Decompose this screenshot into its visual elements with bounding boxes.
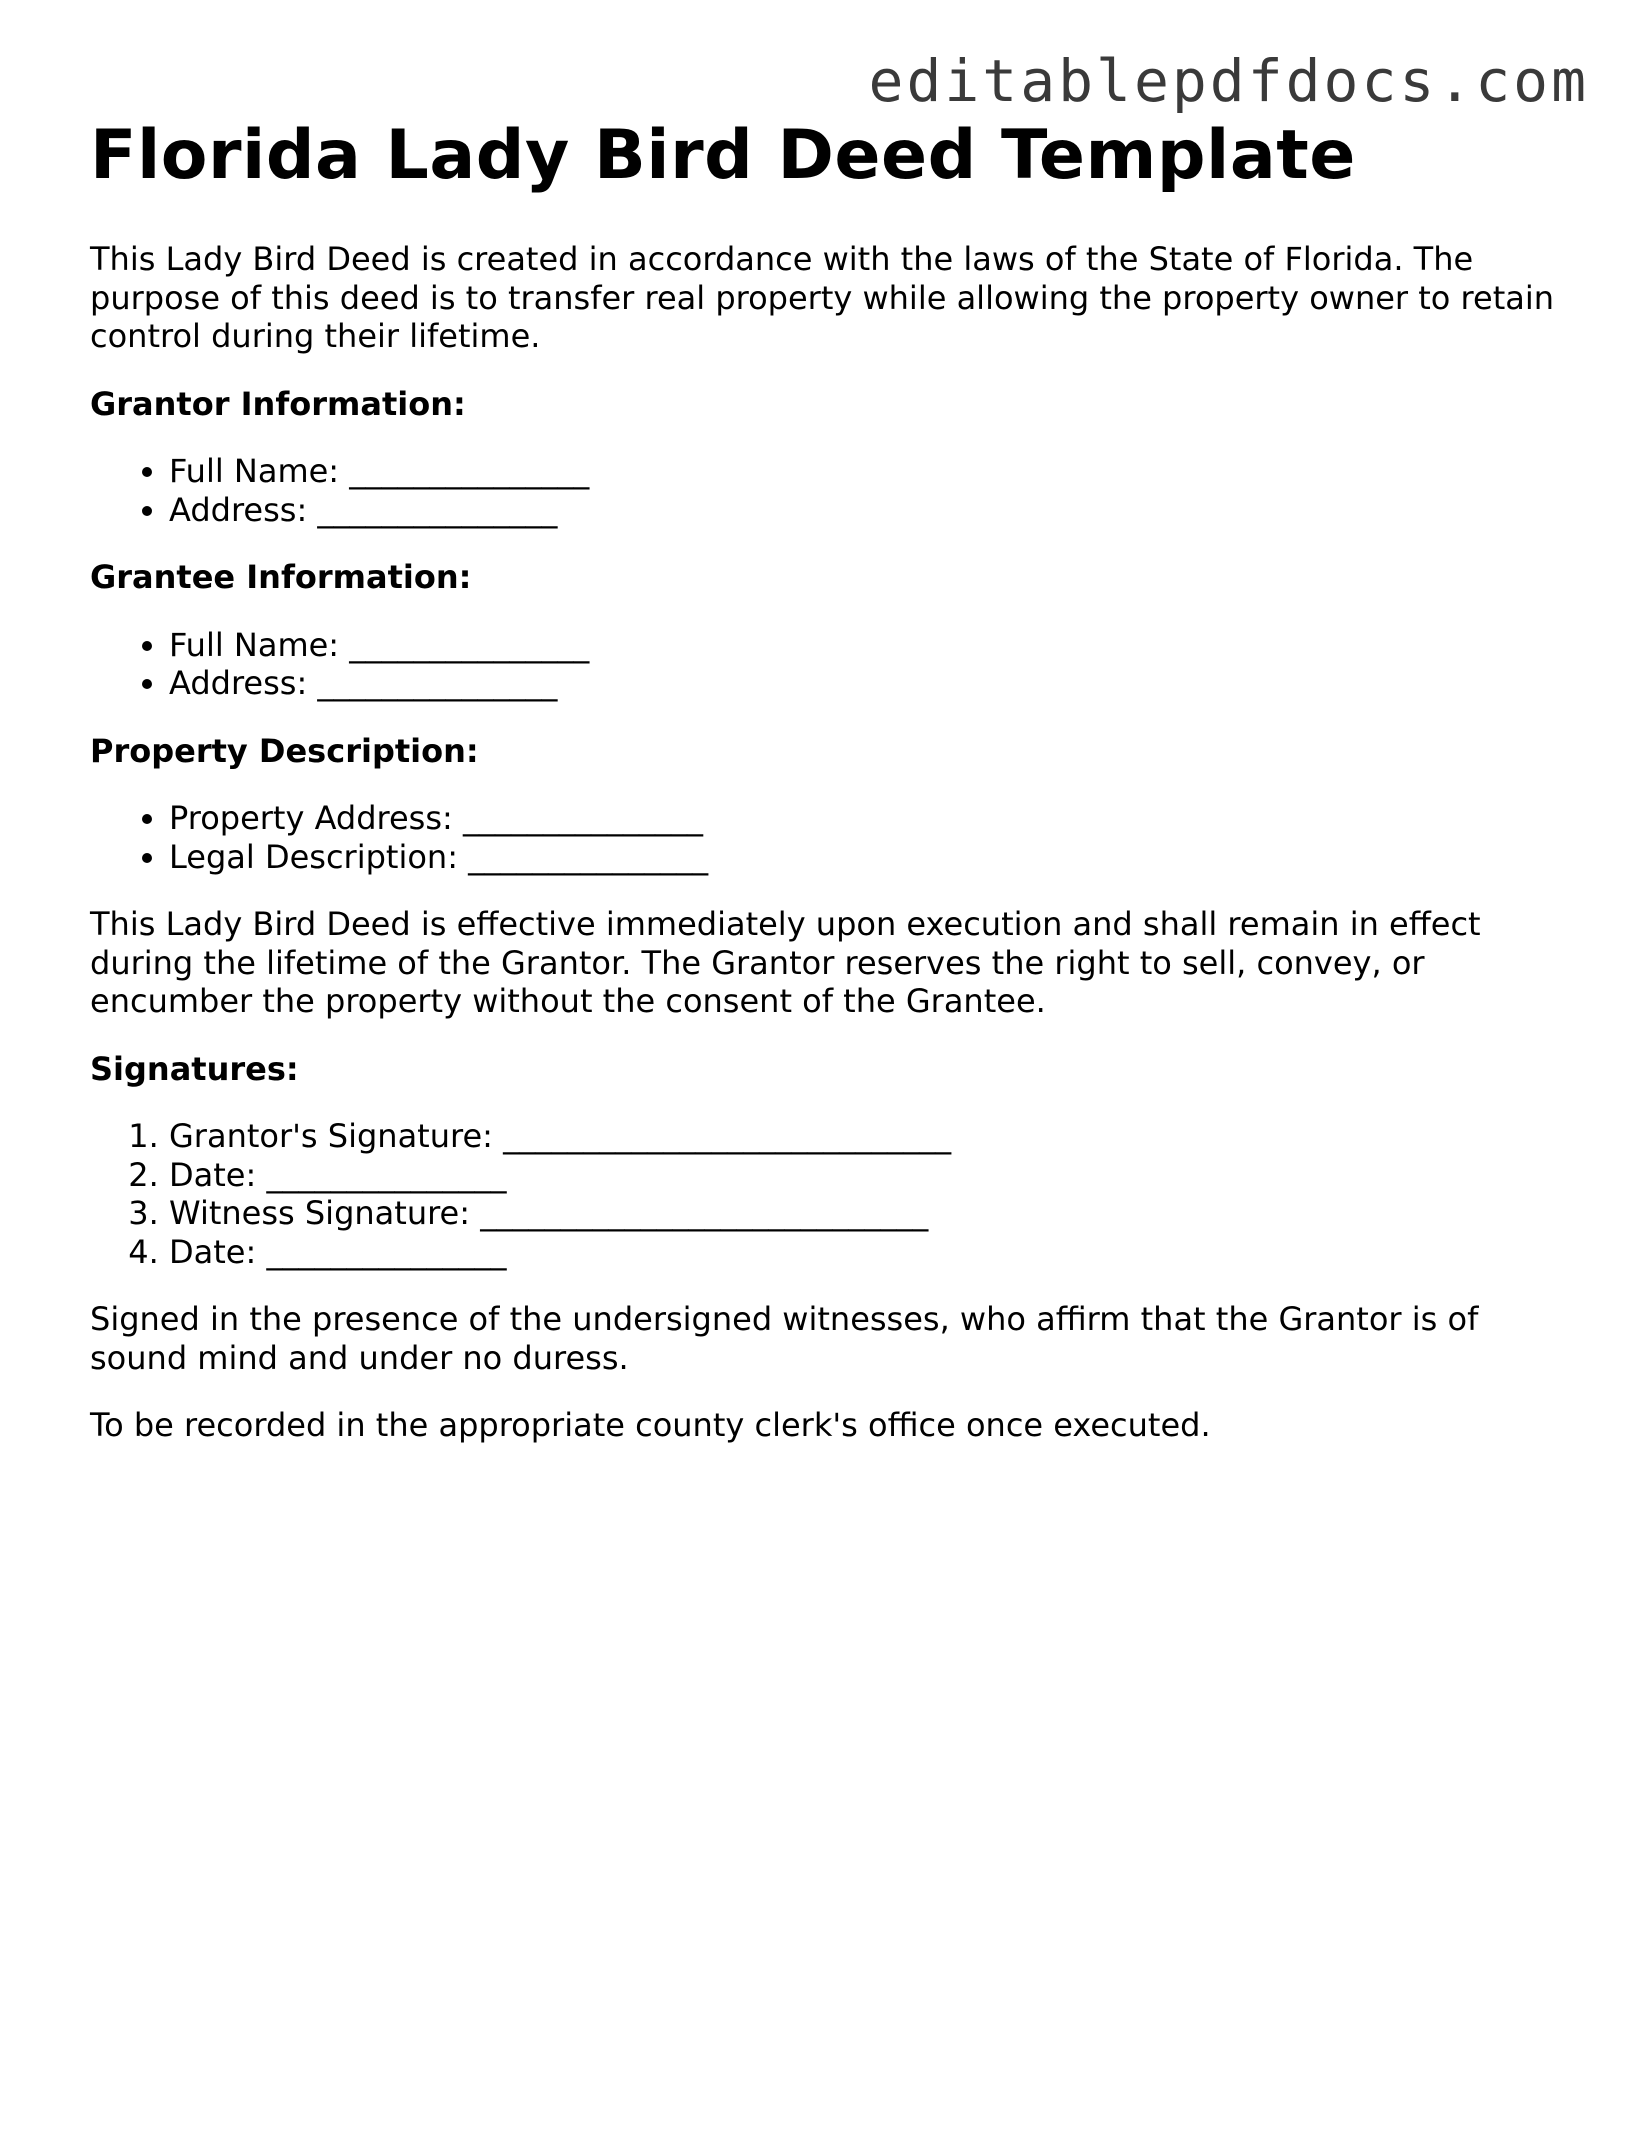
- grantor-date-field: 2. Date: _______________: [169, 1156, 1570, 1195]
- property-list: [90, 799, 1570, 876]
- grantor-address-field: • Address: _______________: [169, 491, 1570, 530]
- grantor-heading: Grantor Information:: [90, 384, 466, 423]
- witness-signature-field: 3. Witness Signature: ____________________________: [169, 1194, 1570, 1233]
- effective-paragraph: This Lady Bird Deed is effective immediately upon execution and shall remain in effect during the lifetime of the Grantor. The Grantor reserves the right to sell, convey, or encumber the property without the consent of the Grantee.: [90, 905, 1481, 1020]
- grantee-full-name-field: • Full Name: _______________: [169, 626, 1570, 665]
- recording-paragraph: To be recorded in the appropriate county clerk's office once executed.: [90, 1406, 1211, 1444]
- document-title: Florida Lady Bird Deed Template: [90, 116, 1356, 195]
- grantee-heading: Grantee Information:: [90, 558, 472, 596]
- grantor-signature-field: 1. Grantor's Signature: ____________________________: [169, 1117, 1570, 1156]
- intro-paragraph: This Lady Bird Deed is created in accordance with the laws of the State of Florida. The purpose of this deed is to transfer real property while allowing the property owner to retain control during their lifetime.: [90, 240, 1555, 355]
- grantor-full-name-field: • Full Name: _______________: [169, 452, 1570, 491]
- grantee-list: [90, 626, 1570, 703]
- legal-description-field: • Legal Description: _______________: [169, 838, 1570, 877]
- witness-paragraph: Signed in the presence of the undersigned witnesses, who affirm that the Grantor is of sound mind and under no duress.: [90, 1300, 1479, 1377]
- property-address-field: • Property Address: _______________: [169, 799, 1570, 838]
- document-body: [90, 118, 1570, 1445]
- signatures-list: [90, 1117, 1570, 1271]
- watermark: editablepdfdocs.com: [868, 47, 1589, 115]
- grantee-address-field: • Address: _______________: [169, 664, 1570, 703]
- grantor-list: [90, 452, 1570, 529]
- witness-date-field: 4. Date: _______________: [169, 1233, 1570, 1272]
- signatures-heading: Signatures:: [90, 1049, 299, 1088]
- property-heading: Property Description:: [90, 731, 479, 770]
